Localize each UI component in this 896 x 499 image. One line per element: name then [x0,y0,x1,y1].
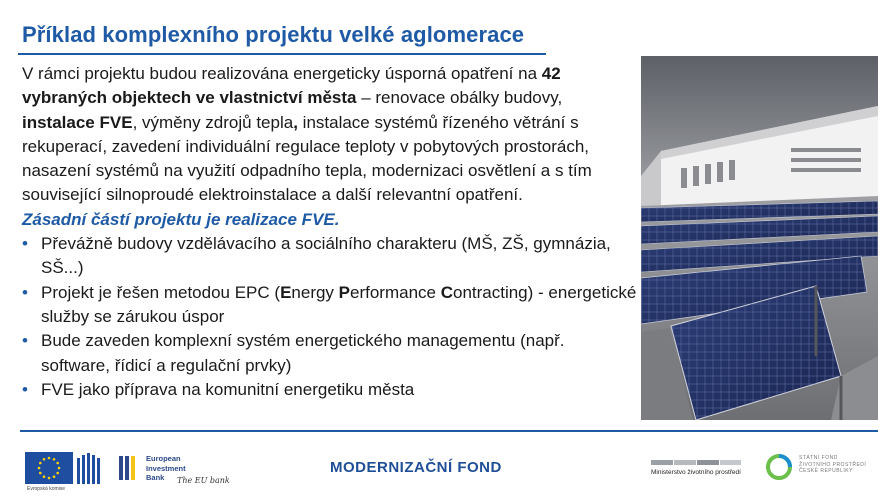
content-body [22,62,638,402]
commission-building-icon [76,452,102,484]
bullet-item: • Bude zaveden komplexní systém energetického managementu (např. software, řídicí a regulační prvky) [22,329,638,378]
bullet-text: ontracting) - energetické služby se zárukou úspor [41,282,637,326]
bullet-text: nergy [291,282,339,302]
footer [0,432,896,499]
bullet-item: • Převážně budovy vzdělávacího a sociálního charakteru (MŠ, ZŠ, gymnázia, SŠ...) [22,232,638,281]
sfzp-logo-icon [765,453,793,481]
intro-text-1: V rámci projektu budou realizována energeticky úsporná opatření na [22,64,542,83]
eib-tagline: The EU bank [177,476,230,485]
rooftop-solar-panels-photo [641,56,878,420]
eib-logo-icon [118,454,140,482]
bullet-list [22,232,638,402]
eib-name-line: European [146,454,181,463]
sfzp-name [799,455,879,475]
modernization-fund-logo: MODERNIZAČNÍ FOND [330,459,502,476]
bullet-item [22,281,638,330]
eu-commission-label: Evropská komise [27,486,66,492]
title-underline [18,53,546,55]
bullet-bold-letter: C [440,282,453,302]
subheading: Zásadní částí projektu je realizace FVE. [22,209,340,229]
bullet-bold-letter: P [338,282,350,302]
sfzp-name-line: ŽIVOTNÍHO PROSTŘEDÍ [799,461,867,468]
intro-text-3: , výměny zdrojů tepla [132,112,294,132]
intro-text-4: instalace systémů řízeného větrání s rekuperací, zavedení individuální regulace teploty v pobytových prostorách, nasazení systémů na využití odpadního tepla, modernizaci osvětlení a s tím související silnoproudé elektroinstalace a další relevantní opatření. [22,112,592,205]
bullet-item: • FVE jako příprava na komunitní energetiku města [22,378,638,402]
bullet-text: Projekt je řešen metodou EPC ( [41,282,281,302]
eib-name-line: Bank [146,473,165,482]
intro-paragraph [22,62,638,208]
intro-bold-comma: , [293,112,298,132]
intro-bold-objects: 42 vybraných objektech ve vlastnictví města [22,64,561,108]
sfzp-name-line: STÁTNÍ FOND [799,455,838,461]
intro-bold-fve: instalace FVE [22,112,133,132]
ministry-stripes-icon [651,460,741,466]
intro-text-2: – renovace obálky budovy, [356,88,563,108]
bullet-bold-letter: E [280,282,292,302]
eu-flag-icon [25,452,73,484]
eib-name-line: Investment [146,463,186,473]
ministry-label: Ministerstvo životního prostředí [651,469,741,476]
page-title: Příklad komplexního projektu velké aglomerace [22,22,525,47]
sfzp-name-line: ČESKÉ REPUBLIKY [799,468,853,474]
bullet-text: erformance [350,282,441,302]
